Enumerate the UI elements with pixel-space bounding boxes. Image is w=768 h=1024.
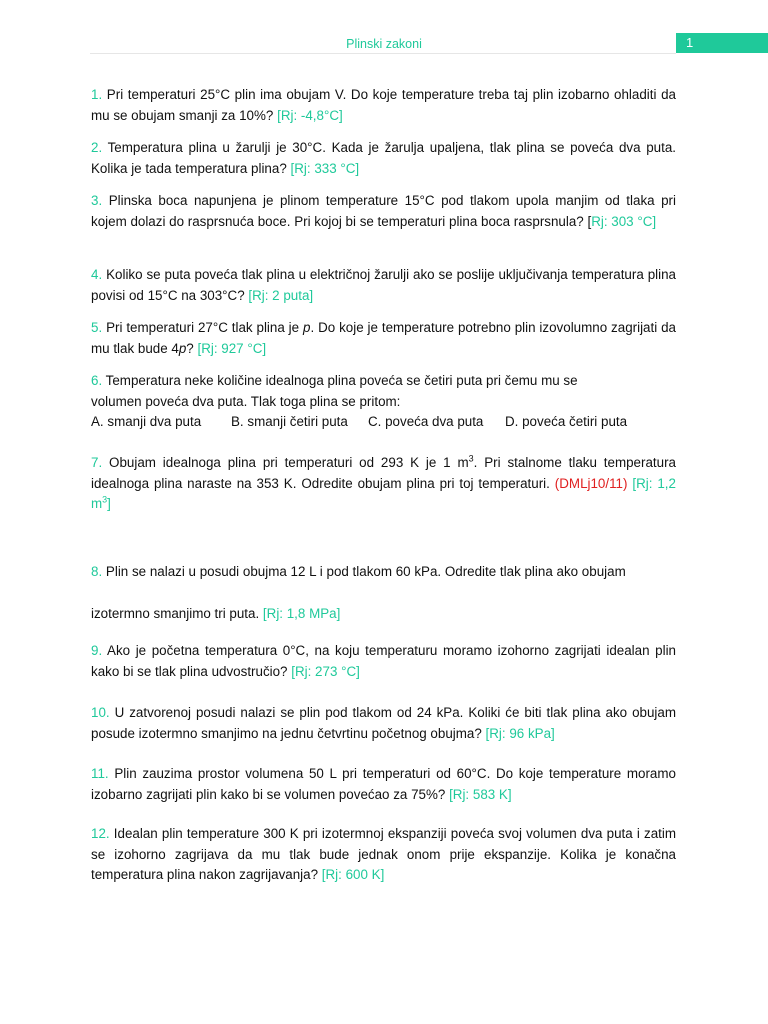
problem-text-b: . Pri stalnome tlaku temperatura idealnoga plina naraste na 353 K. Odredite obujam plina pri toj temperaturi. [91, 455, 676, 491]
problem-11 [91, 764, 676, 805]
problem-number: 11. [91, 766, 109, 781]
problem-number: 2. [91, 140, 103, 155]
problem-answer: [Rj: 333 °C] [290, 160, 360, 176]
page-number-badge [676, 33, 768, 53]
answer-options [91, 412, 676, 433]
problem-number: 4. [91, 267, 103, 282]
problem-answer: [Rj: 1,8 MPa] [262, 606, 341, 621]
problem-answer: [Rj: 273 °C] [291, 663, 360, 679]
problem-source: (DMLj10/11) [554, 475, 628, 491]
problem-number: 3. [91, 193, 103, 208]
problem-text: Plinska boca napunjena je plinom temperature 15°C pod tlakom upola manjim od tlaka pri kojem dolazi do rasprsnuća boce. Pri kojoj bi se temperaturi plina boca rasprsnula? [ [91, 193, 676, 229]
page-number: 1 [686, 35, 694, 50]
problem-text-line2: volumen poveća dva puta. Tlak toga plina se pritom: [91, 393, 401, 409]
problem-8 [91, 562, 676, 583]
problem-5 [91, 318, 676, 359]
problem-number: 1. [91, 87, 103, 102]
problem-text-line1: Temperatura neke količine idealnoga plina poveća se četiri puta pri čemu mu se [105, 373, 578, 388]
option-b: B. smanji četiri puta [231, 414, 348, 429]
superscript: 3 [468, 453, 474, 464]
problem-10 [91, 703, 676, 744]
problem-text-a: Pri temperaturi 27°C tlak plina je [106, 320, 303, 335]
problem-7 [91, 453, 676, 515]
problem-text: Plin zauzima prostor volumena 50 L pri temperaturi od 60°C. Do koje temperature moramo izobarno zagrijati plin kako bi se volumen povećao za 75%? [91, 766, 676, 802]
problem-text: Pri temperaturi 25°C plin ima obujam V. Do koje temperature treba taj plin izobarno ohladiti da mu se obujam smanji za 10%? [91, 87, 676, 123]
option-c: C. poveća dva puta [368, 414, 484, 429]
problem-answer: [Rj: 583 K] [449, 786, 512, 802]
problem-3 [91, 191, 676, 232]
problem-number: 10. [91, 705, 110, 720]
problem-text: Idealan plin temperature 300 K pri izotermnoj ekspanziji poveća svoj volumen dva puta i zatim se izohorno zagrijava da mu tlak bude jednak onom prije ekspanzije. Kolika je konačna temperatura plina nakon zagrijavanja? [91, 826, 676, 882]
problem-answer: [Rj: 2 puta] [248, 287, 314, 303]
variable-p: p [303, 320, 311, 335]
problem-text-a: Obujam idealnoga plina pri temperaturi od 293 K je 1 m [109, 455, 469, 470]
header-divider [90, 53, 676, 54]
problem-answer: Rj: 303 °C] [591, 213, 657, 229]
problem-number: 8. [91, 564, 103, 579]
problem-answer: [Rj: 927 °C] [197, 340, 267, 356]
problem-1 [91, 85, 676, 126]
problem-8-continued [91, 604, 676, 625]
variable-p: p [178, 340, 187, 356]
problem-text-c: ? [186, 340, 194, 356]
problem-answer: [Rj: 96 kPa] [485, 725, 555, 741]
problem-number: 6. [91, 373, 103, 388]
problem-answer: [Rj: -4,8°C] [277, 107, 343, 123]
problem-9 [91, 641, 676, 682]
option-d: D. poveća četiri puta [505, 414, 628, 429]
problem-text: Ako je početna temperatura 0°C, na koju temperaturu moramo izohorno zagrijati idealan plin kako bi se tlak plina udvostručio? [91, 643, 676, 679]
problem-text-line1: Plin se nalazi u posudi obujma 12 L i pod tlakom 60 kPa. Odredite tlak plina ako obujam [105, 564, 626, 579]
problem-number: 5. [91, 320, 103, 335]
problem-6 [91, 371, 676, 433]
problem-4 [91, 265, 676, 306]
problem-number: 9. [91, 643, 103, 658]
page-header [0, 0, 768, 60]
problem-text: U zatvorenoj posudi nalazi se plin pod tlakom od 24 kPa. Koliki će biti tlak plina ako obujam posude izotermno smanjimo na jednu četvrtinu početnog obujma? [91, 705, 676, 741]
problem-2 [91, 138, 676, 179]
problem-text: Temperatura plina u žarulji je 30°C. Kada je žarulja upaljena, tlak plina se poveća dva puta. Kolika je tada temperatura plina? [91, 140, 676, 176]
problem-text-b: . Do koje je temperature potrebno plin izovolumno zagrijati da mu tlak bude 4 [91, 320, 676, 356]
problem-text-line2: izotermno smanjimo tri puta. [91, 606, 260, 621]
problem-text: Koliko se puta poveća tlak plina u električnoj žarulji ako se poslije uključivanja temperatura plina povisi od 15°C na 303°C? [91, 267, 676, 303]
problem-12 [91, 824, 676, 886]
document-title: Plinski zakoni [346, 37, 422, 51]
problem-number: 12. [91, 826, 110, 841]
problem-answer: [Rj: 1,2 $m^3$] [91, 475, 676, 511]
problem-number: 7. [91, 455, 103, 470]
option-a: A. smanji dva puta [91, 414, 202, 429]
problem-answer: [Rj: 600 K] [321, 867, 385, 882]
